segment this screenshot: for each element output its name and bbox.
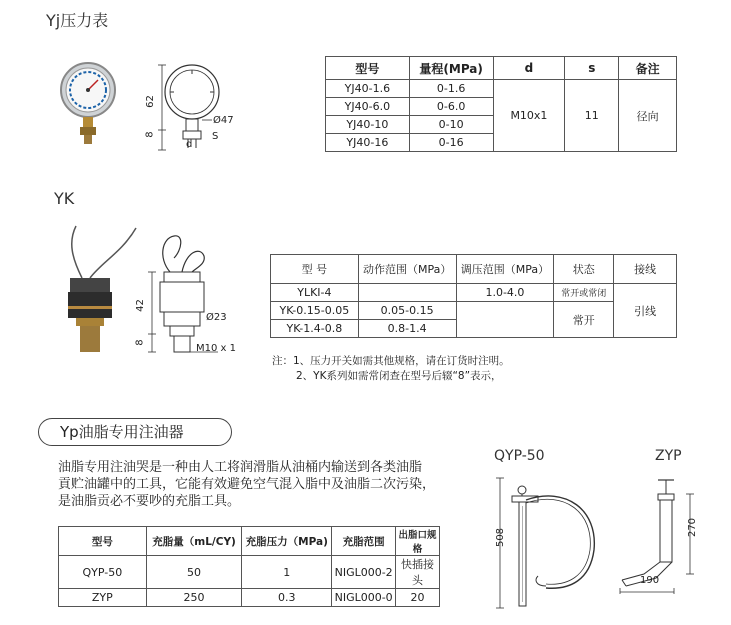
qyp-dimension: 508 [495, 527, 507, 548]
yj-header-model: 型号 [326, 57, 410, 80]
yk-dimension-drawing [140, 228, 220, 360]
yj-row-model: YJ40-16 [326, 134, 410, 152]
yp-row-scope: NIGL000-2 [332, 556, 396, 589]
table-row [271, 284, 677, 302]
yj-row-range: 0-16 [409, 134, 493, 152]
zyp-width-dimension: 190 [640, 575, 660, 586]
yk-spec-table [270, 254, 677, 338]
yj-height-label: 62 [144, 95, 156, 108]
yp-header-volume: 充脂量（mL/CY) [146, 527, 242, 556]
yj-section-title: Yj压力表 [46, 11, 109, 30]
yp-table-header [59, 527, 440, 556]
yp-description-line-2: 貢贮油罐中的工具，它能有效避免空气混入脂中及油脂二次污染， [58, 477, 436, 492]
yj-d-label: d [186, 139, 193, 150]
zyp-height-dimension: 270 [687, 517, 699, 538]
yj-remark: 径向 [619, 80, 677, 152]
yk-thread-label: M10 x 1 [196, 343, 236, 354]
yp-header-model: 型号 [59, 527, 147, 556]
yp-section-title: Yp油脂专用注油器 [60, 423, 184, 441]
yp-description-line-1: 油脂专用注油哭是一种由人工将润滑脂从油桶内输送到各类油脂 [58, 460, 423, 475]
yp-row-scope: NIGL000-0 [332, 589, 396, 607]
yp-row-outlet: 快插接头 [396, 556, 440, 589]
yk-eight-label: 8 [134, 339, 146, 346]
yp-row-model: ZYP [59, 589, 147, 607]
table-row [59, 589, 440, 607]
yk-state-first: 常开或常闭 [554, 284, 614, 302]
yj-dimension-drawing [150, 62, 240, 154]
yk-note-1: 注：1、压力开关如需其他规格，请在订货时注明。 [272, 355, 510, 367]
yp-row-pressure: 0.3 [242, 589, 332, 607]
yj-header-range: 量程(MPa) [409, 57, 493, 80]
yk-row-model: YLKI-4 [271, 284, 359, 302]
yk-state-rest: 常开 [554, 302, 614, 338]
yj-row-range: 0-10 [409, 116, 493, 134]
yk-height-label: 42 [134, 299, 146, 312]
yk-switch-photo [62, 222, 140, 362]
yk-section-title: YK [54, 189, 75, 208]
yj-header-d: d [493, 57, 565, 80]
yj-row-model: YJ40-6.0 [326, 98, 410, 116]
yp-row-model: QYP-50 [59, 556, 147, 589]
yk-header-action: 动作范围（MPa） [358, 255, 456, 284]
yp-row-volume: 250 [146, 589, 242, 607]
yj-spec-table [325, 56, 677, 152]
yk-header-model: 型 号 [271, 255, 359, 284]
yp-row-pressure: 1 [242, 556, 332, 589]
yk-adjust-empty [456, 302, 554, 338]
yp-row-volume: 50 [146, 556, 242, 589]
yj-row-range: 0-1.6 [409, 80, 493, 98]
yp-header-pressure: 充脂压力（MPa) [242, 527, 332, 556]
yj-table-header [326, 57, 677, 80]
yj-s-label: S [212, 131, 219, 142]
yk-wiring: 引线 [614, 284, 677, 338]
yj-row-model: YJ40-1.6 [326, 80, 410, 98]
yp-spec-table [58, 526, 440, 607]
table-row [59, 556, 440, 589]
yj-s-value: 11 [565, 80, 619, 152]
yp-header-outlet: 出脂口规格 [396, 527, 440, 556]
yk-table-header [271, 255, 677, 284]
zyp-label: ZYP [655, 448, 682, 464]
yp-header-scope: 充脂范围 [332, 527, 396, 556]
table-row [326, 80, 677, 98]
yk-note-2: 2、YK系列如需常闭查在型号后辍“8”表示， [296, 370, 502, 382]
yj-gauge-photo [58, 62, 118, 146]
yk-header-state: 状态 [554, 255, 614, 284]
yp-row-outlet: 20 [396, 589, 440, 607]
yk-row-model: YK-0.15-0.05 [271, 302, 359, 320]
qyp-label: QYP-50 [494, 448, 545, 464]
yk-header-adjust: 调压范围（MPa） [456, 255, 554, 284]
yk-row-action: 0.8-1.4 [358, 320, 456, 338]
yj-row-model: YJ40-10 [326, 116, 410, 134]
yp-description-line-3: 是油脂贡必不要吵的充脂工具。 [58, 494, 241, 509]
yj-header-s: s [565, 57, 619, 80]
yj-dia-label: Ø47 [213, 115, 234, 126]
yj-d-value: M10x1 [493, 80, 565, 152]
yk-row-action [358, 284, 456, 302]
yk-row-action: 0.05-0.15 [358, 302, 456, 320]
yj-row-range: 0-6.0 [409, 98, 493, 116]
yj-eight-label: 8 [144, 131, 156, 138]
yk-dia-label: Ø23 [206, 312, 227, 323]
yk-row-model: YK-1.4-0.8 [271, 320, 359, 338]
yk-adjust-range: 1.0-4.0 [456, 284, 554, 302]
yj-header-remark: 备注 [619, 57, 677, 80]
yk-header-wiring: 接线 [614, 255, 677, 284]
